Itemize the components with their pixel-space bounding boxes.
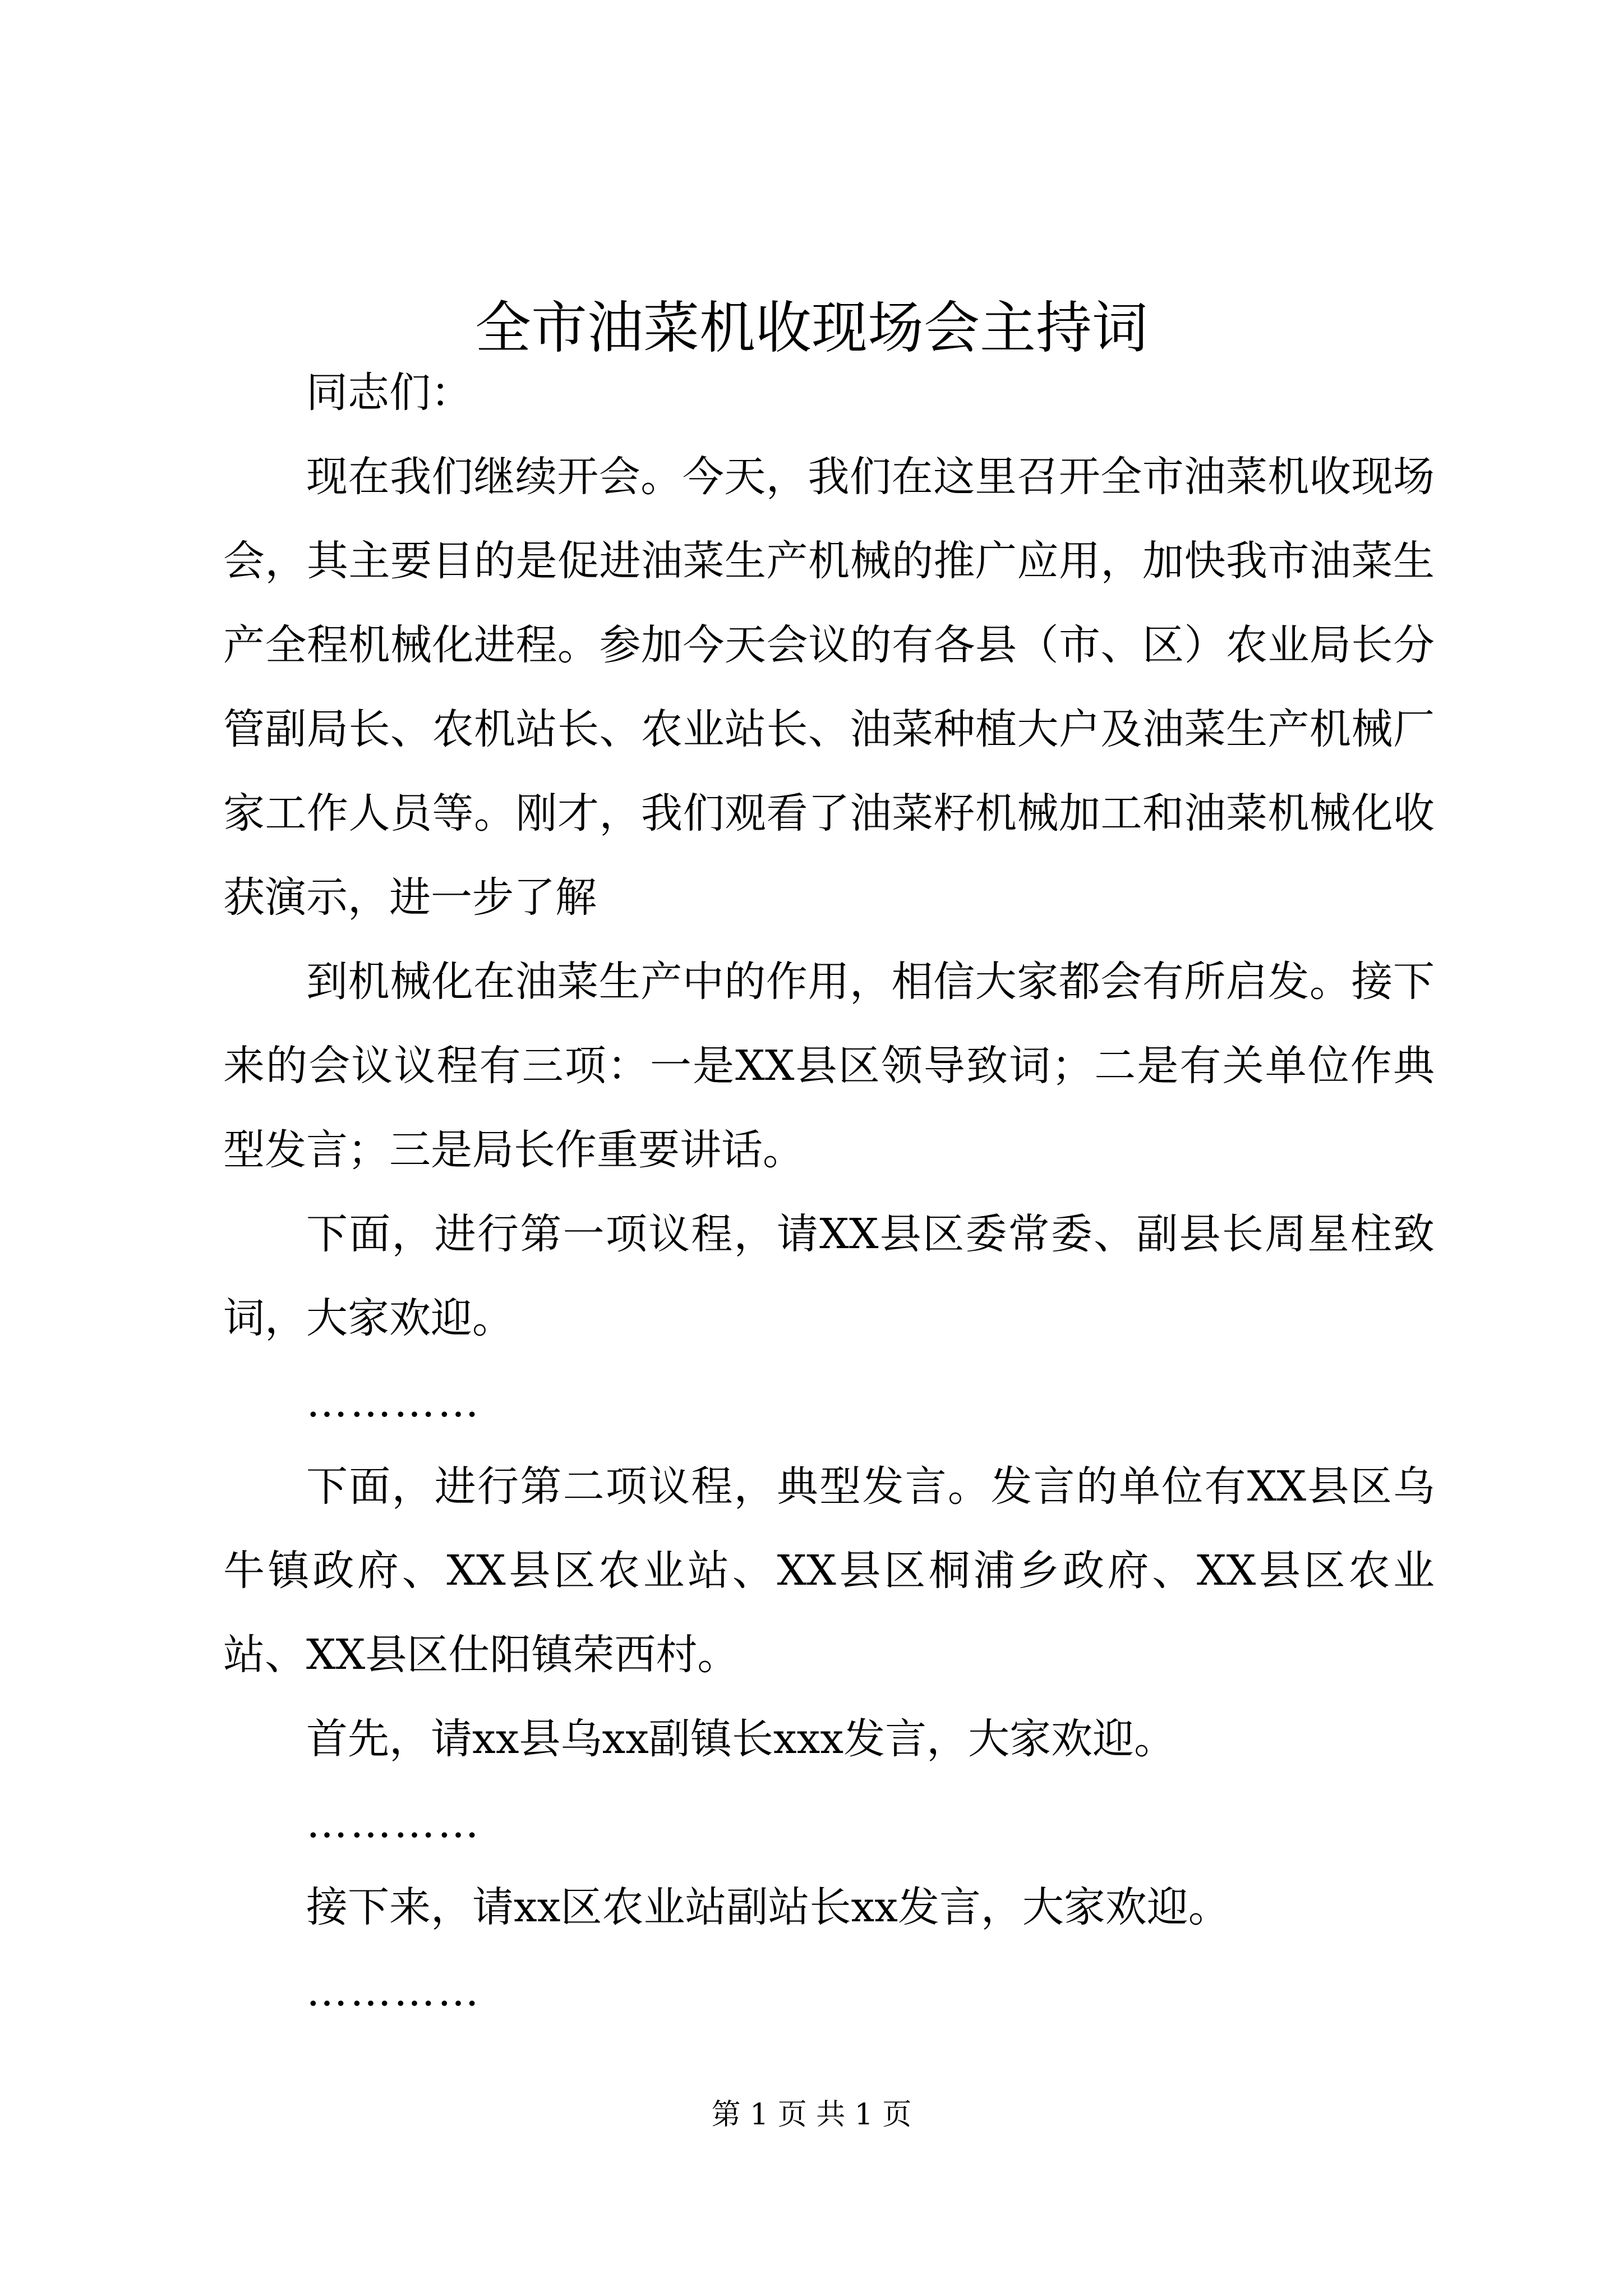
body-paragraph: 首先，请xx县乌xx副镇长xxx发言，大家欢迎。 — [306, 1715, 1176, 1763]
salutation-paragraph: 同志们： — [306, 369, 472, 417]
document-body — [223, 351, 1435, 2033]
body-paragraph: 到机械化在油菜生产中的作用，相信大家都会有所启发。接下来的会议议程有三项：一是XX县区领导致词；二是有关单位作典型发言；三是局长作重要讲话。 — [223, 958, 1435, 1174]
body-paragraph: 下面，进行第二项议程，典型发言。发言的单位有XX县区乌牛镇政府、XX县区农业站、XX县区桐浦乡政府、XX县区农业站、XX县区仕阳镇荣西村。 — [223, 1462, 1435, 1679]
page-footer: 第 1 页 共 1 页 — [711, 2098, 912, 2132]
document-title: 全市油菜机收现场会主持词 — [475, 295, 1148, 361]
body-paragraph: 接下来，请xx区农业站副站长xx发言，大家欢迎。 — [306, 1883, 1230, 1931]
body-paragraph: 下面，进行第一项议程，请XX县区委常委、副县长周星柱致词，大家欢迎。 — [223, 1210, 1435, 1342]
body-paragraph: 现在我们继续开会。今天，我们在这里召开全市油菜机收现场会，其主要目的是促进油菜生产机械的推广应用，加快我市油菜生产全程机械化进程。参加今天会议的有各县（市、区）农业局长分管副局长、农机站长、农业站长、油菜种植大户及油菜生产机械厂家工作人员等。刚才，我们观看了油菜籽机械加工和油菜机械化收获演示，进一步了解 — [223, 453, 1435, 922]
ellipsis-separator: ………… — [306, 1967, 481, 2016]
ellipsis-separator: ………… — [306, 1378, 481, 1427]
ellipsis-separator: ………… — [306, 1799, 481, 1847]
